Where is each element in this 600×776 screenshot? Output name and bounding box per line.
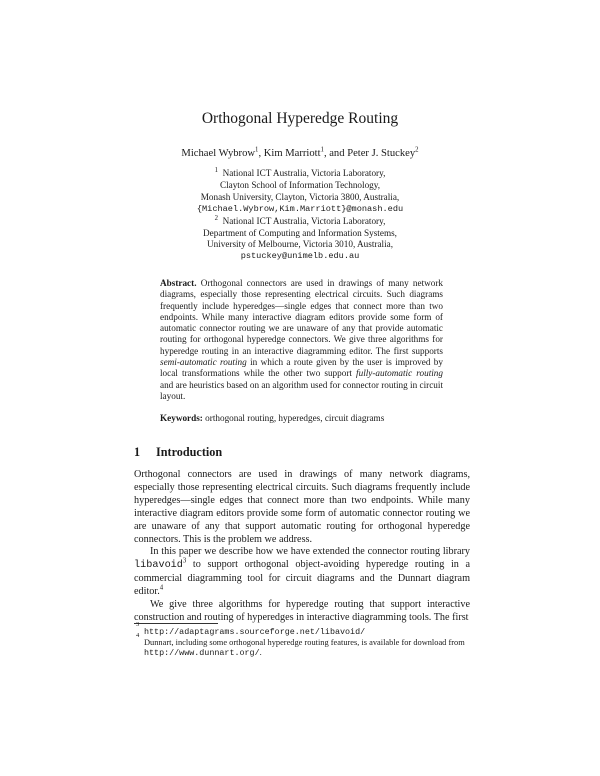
- footnote-rule: [134, 623, 218, 624]
- affiliation-line: $^1$ National ICT Australia, Victoria Laboratory,: [214, 166, 386, 178]
- paragraph: In this paper we describe how we have extended the connector routing library libavoid$^3$ to support orthogonal object-avoiding hyperedge routing in a commercial diagramming tool for circuit diagrams and the Dunnart diagram editor.$^4$: [134, 546, 470, 598]
- author-separator: , and: [323, 148, 348, 159]
- affiliation-line: Monash University, Clayton, Victoria 3800, Australia,: [200, 191, 400, 202]
- section-number: 1: [134, 445, 141, 459]
- footnote-ref: 4: [159, 584, 164, 592]
- keywords-label: Keywords:: [160, 413, 203, 423]
- affiliation-email: pstuckey@unimelb.edu.au: [240, 251, 360, 262]
- author-affiliation-mark: 2: [415, 146, 419, 154]
- author-affiliation-mark: 1: [320, 146, 324, 154]
- affiliation-line: $^2$ National ICT Australia, Victoria Laboratory,: [214, 214, 386, 226]
- footnote: 3 http://adaptagrams.sourceforge.net/libavoid/: [136, 621, 366, 637]
- author-separator: ,: [258, 148, 264, 159]
- abstract-emphasis: semi-automatic routing: [160, 357, 247, 368]
- body-text: [134, 469, 470, 625]
- footnote-url[interactable]: http://www.dunnart.org/: [144, 648, 260, 659]
- abstract-label: Abstract.: [160, 278, 197, 288]
- footnote-text: Dunnart, including some orthogonal hyperedge routing features, is available for download from: [144, 637, 465, 647]
- section-title: Introduction: [156, 445, 223, 459]
- footnotes: [134, 621, 470, 659]
- footnote-url[interactable]: http://adaptagrams.sourceforge.net/libavoid/: [144, 627, 366, 637]
- affiliation-line: University of Melbourne, Victoria 3010, Australia,: [206, 239, 394, 250]
- paragraph: Orthogonal connectors are used in drawings of many network diagrams, especially those representing electrical circuits. Such diagrams frequently include hyperedges—single edges that connect more than two endpoints. While many interactive diagram editors provide some form of automatic connector routing we are unaware of any that support automatic routing for orthogonal hyperedge connectors. This is the problem we address.: [134, 469, 470, 545]
- author-affiliation-mark: 1: [255, 146, 259, 154]
- affiliation-mark: 1: [214, 166, 218, 174]
- library-name: libavoid: [134, 560, 183, 572]
- author-name: Michael Wybrow: [181, 148, 256, 159]
- affiliation-line: Clayton School of Information Technology,: [219, 179, 381, 190]
- affiliation-line: Department of Computing and Information Systems,: [203, 227, 397, 238]
- section-heading: [134, 445, 222, 460]
- keywords-text: orthogonal routing, hyperedges, circuit diagrams: [205, 413, 385, 423]
- affiliation-mark: 2: [214, 214, 218, 222]
- keywords: [160, 413, 443, 423]
- abstract-text: Orthogonal connectors are used in drawings of many network diagrams, especially those representing electrical circuits. Such diagrams frequently include hyperedges—single edges that connect more than two endpoints. While many interactive diagram editors provide some form of automatic connector routing we are unaware of any that provide automatic routing for orthogonal hyperedge connectors. We give three algorithms for hyperedge routing in an interactive diagramming editor. The first supports: [160, 278, 443, 356]
- footnote-ref: 3: [182, 557, 187, 565]
- author-name: Peter J. Stuckey: [347, 148, 416, 159]
- paper-title: Orthogonal Hyperedge Routing: [201, 110, 399, 127]
- author-name: Kim Marriott: [263, 148, 321, 159]
- abstract: [160, 278, 443, 402]
- author-line: [0, 148, 600, 159]
- paragraph: We give three algorithms for hyperedge routing that support interactive construction and routing of hyperedges in interactive diagramming tools. The first: [134, 599, 470, 623]
- affiliation-email: {Michael.Wybrow,Kim.Marriott}@monash.edu: [196, 203, 404, 214]
- abstract-text: in which a route given by the user is improved by local transformations while the other two support: [160, 357, 443, 379]
- footnote: 4 Dunnart, including some orthogonal hyperedge routing features, is available for download from http://www.dunnart.org/.: [136, 631, 465, 659]
- affiliations: [0, 168, 600, 263]
- abstract-emphasis: fully-automatic routing: [356, 368, 443, 379]
- abstract-text: and are heuristics based on an algorithm used for connector routing in circuit layout.: [160, 379, 443, 401]
